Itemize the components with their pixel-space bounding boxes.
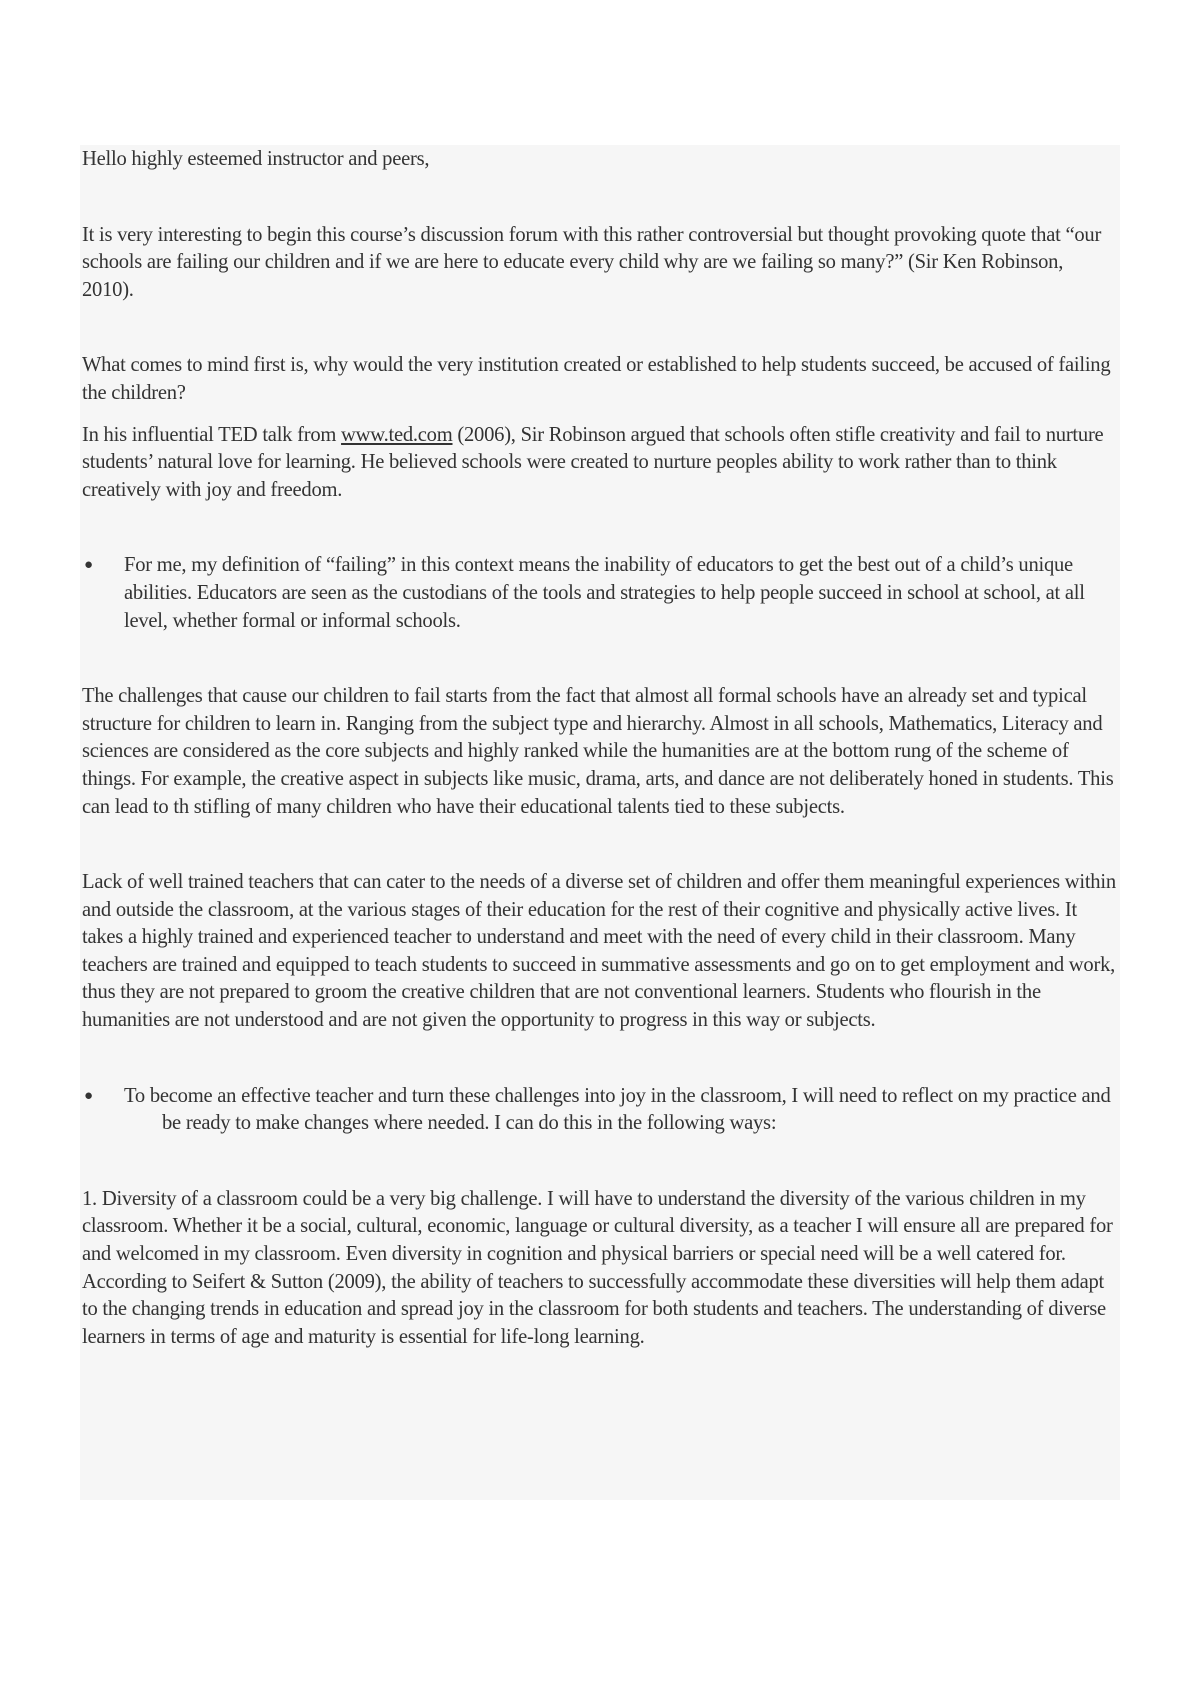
bullet-item-effective-teacher <box>82 1083 1118 1138</box>
bullet-icon: ● <box>84 1087 93 1104</box>
paragraph-diversity: 1. Diversity of a classroom could be a very big challenge. I will have to understand the diversity of the various children in my classroom. Whether it be a social, cultural, economic, language or cultural diversity, as a teacher I will ensure all are prepared for and welcomed in my classroom. Even diversity in cognition and physical barriers or special need will be a well catered for. According to Seifert & Sutton (2009), the ability of teachers to successfully accommodate these diversities will help them adapt to the changing trends in education and spread joy in the classroom for both students and teachers. The understanding of diverse learners in terms of age and maturity is essential for life-long learning. <box>82 1187 1113 1348</box>
ted-link[interactable]: www.ted.com <box>341 423 453 446</box>
paragraph-intro: It is very interesting to begin this course’s discussion forum with this rather controversial but thought provoking quote that “our schools are failing our children and if we are here to educate every child why are we failing so many?” (Sir Ken Robinson, 2010). <box>82 223 1102 301</box>
paragraph-challenges: The challenges that cause our children to fail starts from the fact that almost all formal schools have an already set and typical structure for children to learn in. Ranging from the subject type and hierarchy. Almost in all schools, Mathematics, Literacy and sciences are considered as the core subjects and highly ranked while the humanities are at the bottom rung of the scheme of things. For example, the creative aspect in subjects like music, drama, arts, and dance are not deliberately honed in students. This can lead to th stifling of many children who have their educational talents tied to these subjects. <box>82 685 1114 818</box>
greeting: Hello highly esteemed instructor and peers, <box>82 148 430 170</box>
bullet-icon: ● <box>84 557 93 574</box>
ted-talk-text-after: (2006), Sir Robinson argued that schools often stifle creativity and fail to nurture students’ natural love for learning. He believed schools were created to nurture peoples ability to work rather than to think creatively with joy and freedom. <box>82 423 1104 501</box>
bullet-text: For me, my definition of “failing” in this context means the inability of educators to get the best out of a child’s unique abilities. Educators are seen as the custodians of the tools and strategies to help people succeed in school at school, at all level, whether formal or informal schools. <box>124 554 1085 632</box>
paragraph-question: What comes to mind first is, why would the very institution created or established to help students succeed, be accused of failing the children? <box>82 354 1111 404</box>
paragraph-ted-talk <box>82 422 1118 505</box>
bullet-item-failing-definition <box>82 552 1118 635</box>
document-body <box>82 146 1118 1351</box>
paragraph-teachers: Lack of well trained teachers that can cater to the needs of a diverse set of children and offer them meaningful experiences within and outside the classroom, at the various stages of their education for the rest of their cognitive and physically active lives. It takes a highly trained and experienced teacher to understand and meet with the need of every child in their classroom. Many teachers are trained and equipped to teach students to succeed in summative assessments and go on to get employment and work, thus they are not prepared to groom the creative children that are not conventional learners. Students who flourish in the humanities are not understood and are not given the opportunity to progress in this way or subjects. <box>82 871 1116 1032</box>
bullet-text: To become an effective teacher and turn these challenges into joy in the classroom, I will need to reflect on my practice and be ready to make changes where needed. I can do this in the following ways: <box>124 1084 1111 1135</box>
ted-talk-text-before: In his influential TED talk from <box>82 423 342 446</box>
